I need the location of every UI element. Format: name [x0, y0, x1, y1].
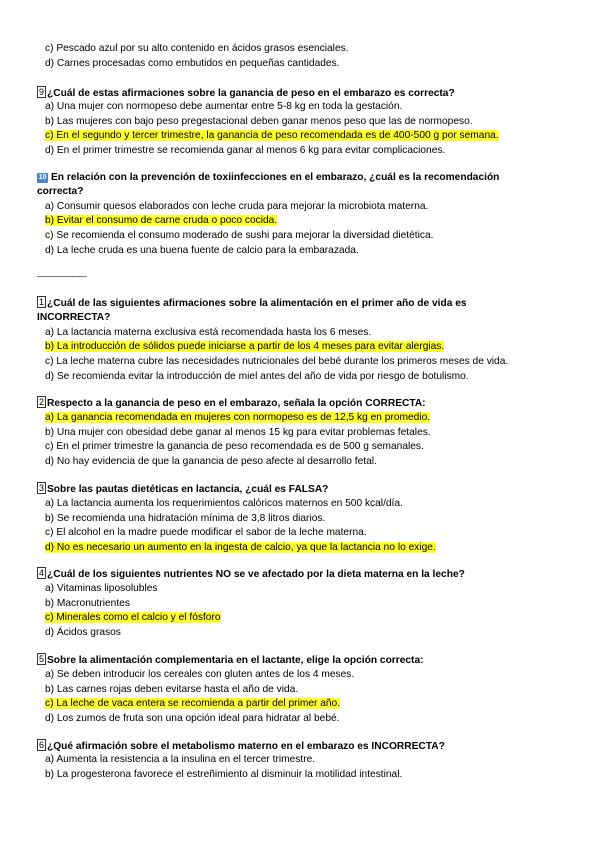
option-d: d) La leche cruda es una buena fuente de calcio para la embarazada. — [45, 245, 359, 256]
question-4: 4 ¿Cuál de los siguientes nutrientes NO se ve afectado por la dieta materna en la leche? — [39, 568, 465, 580]
option-a: a) Una mujer con normopeso debe aumentar entre 5-8 kg en toda la gestación. — [45, 101, 403, 112]
separator: ——————— — [37, 272, 86, 281]
number-10-icon: 10 — [38, 174, 47, 181]
number-2-icon: 2 — [39, 397, 45, 407]
option-b: b) Las carnes rojas deben evitarse hasta el año de vida. — [45, 684, 299, 695]
option-c: c) En el primer trimestre la ganancia de peso recomendada es de 500 g semanales. — [45, 441, 424, 452]
question-5: 5 Sobre la alimentación complementaria en el lactante, elige la opción correcta: — [39, 654, 424, 666]
option-a: a) Se deben introducir los cereales con gluten antes de los 4 meses. — [45, 669, 355, 680]
number-6-icon: 6 — [39, 740, 45, 750]
question-1: 1 ¿Cuál de las siguientes afirmaciones sobre la alimentación en el primer año de vida es — [39, 297, 467, 309]
number-9-icon: 9 — [39, 87, 45, 97]
option-b-highlighted: b) Evitar el consumo de carne cruda o poco cocida. — [45, 215, 278, 226]
question-3: 3 Sobre las pautas dietéticas en lactancia, ¿cuál es FALSA? — [39, 483, 329, 495]
option-d: d) No hay evidencia de que la ganancia de peso afecte al desarrollo fetal. — [45, 456, 377, 467]
option-a: a) La lactancia materna exclusiva está recomendada hasta los 6 meses. — [45, 327, 372, 338]
option-c-highlighted: c) La leche de vaca entera se recomienda a partir del primer año. — [45, 698, 341, 709]
option-a: a) La lactancia aumenta los requerimientos calóricos maternos en 500 kcal/día. — [45, 498, 403, 509]
option-a: a) Consumir quesos elaborados con leche cruda para mejorar la microbiota materna. — [45, 201, 429, 212]
number-3-icon: 3 — [39, 483, 45, 493]
number-1-icon: 1 — [39, 297, 45, 307]
question-9: 9 ¿Cuál de estas afirmaciones sobre la ganancia de peso en el embarazo es correcta? — [39, 87, 455, 99]
option-b: b) La progesterona favorece el estreñimiento al disminuir la motilidad intestinal. — [45, 769, 403, 780]
option-c: c) El alcohol en la madre puede modificar el sabor de la leche materna. — [45, 527, 367, 538]
question-2: 2 Respecto a la ganancia de peso en el embarazo, señala la opción CORRECTA: — [39, 397, 426, 409]
option-c: c) Se recomienda el consumo moderado de sushi para mejorar la diversidad dietética. — [45, 230, 434, 241]
question-6: 6 ¿Qué afirmación sobre el metabolismo materno en el embarazo es INCORRECTA? — [39, 740, 445, 752]
option-b: b) Macronutrientes — [45, 598, 130, 609]
option-c-highlighted: c) Minerales como el calcio y el fósforo — [45, 612, 221, 623]
number-4-icon: 4 — [39, 568, 45, 578]
option-d: d) Se recomienda evitar la introducción de miel antes del año de vida por riesgo de botulismo. — [45, 371, 469, 382]
option-d: d) En el primer trimestre se recomienda ganar al menos 6 kg para evitar complicaciones. — [45, 145, 446, 156]
option-d: d) Carnes procesadas como embutidos en pequeñas cantidades. — [45, 58, 340, 69]
option-b: b) Una mujer con obesidad debe ganar al menos 15 kg para evitar problemas fetales. — [45, 427, 431, 438]
option-b: b) Se recomienda una hidratación mínima de 3,8 litros diarios. — [45, 513, 326, 524]
question-1-cont: INCORRECTA? — [37, 312, 111, 323]
option-b-highlighted: b) La introducción de sólidos puede iniciarse a partir de los 4 meses para evitar alergias. — [45, 341, 445, 352]
option-d-highlighted: d) No es necesario un aumento en la ingesta de calcio, ya que la lactancia no lo exige. — [45, 542, 436, 553]
option-a-highlighted: a) La ganancia recomendada en mujeres con normopeso es de 12,5 kg en promedio. — [45, 412, 431, 423]
option-a: a) Aumenta la resistencia a la insulina en el tercer trimestre. — [45, 754, 316, 765]
option-b: b) Las mujeres con bajo peso pregestacional deben ganar menos peso que las de normopeso. — [45, 116, 473, 127]
option-d: d) Ácidos grasos — [45, 627, 121, 638]
question-10: 10 En relación con la prevención de toxiinfecciones en el embarazo, ¿cuál es la recomendación — [38, 172, 500, 183]
option-a: a) Vitaminas liposolubles — [45, 583, 158, 594]
number-5-icon: 5 — [39, 654, 45, 664]
option-c: c) La leche materna cubre las necesidades nutricionales del bebé durante los primeros meses de vida. — [45, 356, 509, 367]
question-10-cont: correcta? — [37, 186, 84, 197]
option-c: c) Pescado azul por su alto contenido en ácidos grasos esenciales. — [45, 43, 349, 54]
option-c-highlighted: c) En el segundo y tercer trimestre, la ganancia de peso recomendada es de 400-500 g por semana. — [45, 130, 499, 141]
option-d: d) Los zumos de fruta son una opción ideal para hidratar al bebé. — [45, 713, 340, 724]
